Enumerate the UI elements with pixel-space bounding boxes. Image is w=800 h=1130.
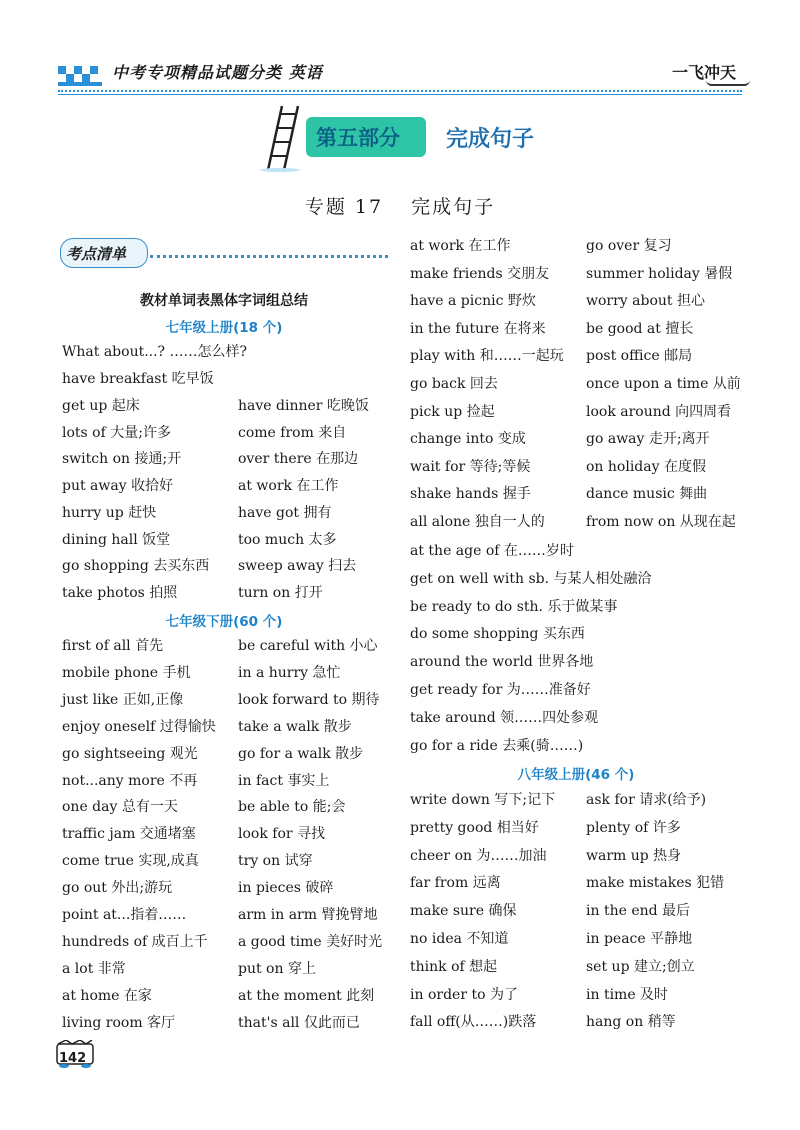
phrase-item: ask for 请求(给予): [586, 792, 707, 808]
phrase-item: turn on 打开: [238, 584, 323, 601]
phrase-item: try on 试穿: [238, 853, 313, 870]
phrase-item: switch on 接通;开: [62, 451, 182, 468]
phrase-item: a good time 美好时光: [238, 933, 383, 950]
phrase-item: worry about 担心: [586, 293, 705, 310]
phrase-item: put away 收拾好: [62, 478, 174, 495]
summary-title: 教材单词表黑体字词组总结: [140, 293, 308, 309]
phrase-item: take around 领……四处参观: [410, 709, 599, 726]
phrase-item: go away 走开;离开: [586, 431, 710, 448]
phrase-item: in order to 为了: [410, 986, 518, 1003]
phrase-item: a lot 非常: [62, 960, 126, 977]
phrase-item: first of all 首先: [62, 638, 164, 654]
phrase-item: in peace 平静地: [586, 931, 693, 947]
phrase-item: go back 回去: [410, 376, 498, 392]
phrase-item: go sightseeing 观光: [62, 745, 198, 762]
topic-heading: [0, 192, 800, 219]
phrase-item: take a walk 散步: [238, 718, 352, 735]
header-title: 中考专项精品试题分类 英语: [112, 63, 323, 82]
phrase-item: in the end 最后: [586, 903, 691, 920]
section-dots: [150, 255, 388, 258]
phrase-item: in the future 在将来: [410, 320, 546, 337]
phrase-item: mobile phone 手机: [62, 664, 191, 681]
phrase-item: pretty good 相当好: [410, 819, 539, 836]
phrase-item: that's all 仅此而已: [238, 1014, 360, 1031]
phrase-item: set up 建立;创立: [586, 958, 695, 975]
phrase-item: have dinner 吃晚饭: [238, 398, 369, 414]
phrase-item: have got 拥有: [238, 504, 332, 521]
header-brand: 一飞冲天: [671, 63, 736, 82]
phrase-item: plenty of 许多: [586, 819, 681, 836]
phrase-item: get on well with sb. 与某人相处融洽: [410, 570, 652, 587]
phrase-item: lots of 大量;许多: [62, 424, 171, 441]
phrase-item: post office 邮局: [586, 348, 693, 365]
brand-swoosh-icon: [706, 80, 750, 86]
page-number: 142: [59, 1051, 87, 1066]
phrase-item: make mistakes 犯错: [586, 875, 725, 892]
phrase-item: in fact 事实上: [238, 772, 330, 789]
phrase-item: not...any more 不再: [62, 772, 198, 789]
phrase-item: shake hands 握手: [410, 486, 531, 503]
phrase-item: get up 起床: [62, 398, 140, 414]
phrase-item: in a hurry 急忙: [238, 664, 341, 681]
phrase-item: over there 在那边: [238, 451, 359, 468]
phrase-item: fall off(从……)跌落: [410, 1014, 537, 1031]
phrase-item: write down 写下;记下: [410, 792, 556, 808]
phrase-item: look forward to 期待: [238, 691, 380, 708]
phrase-item: in time 及时: [586, 986, 669, 1003]
phrase-item: at home 在家: [62, 987, 152, 1004]
part-label: 第五部分: [316, 126, 400, 150]
phrase-item: come true 实现,成真: [62, 853, 199, 870]
phrase-item: come from 来自: [238, 424, 347, 441]
phrase-item: too much 太多: [238, 531, 337, 548]
phrase-item: be ready to do sth. 乐于做某事: [410, 598, 618, 615]
phrase-item: What about...? ……怎么样?: [62, 344, 248, 360]
phrase-item: pick up 捡起: [410, 403, 495, 420]
phrase-item: hurry up 赶快: [62, 504, 157, 521]
grade-heading: 七年级上册(18 个): [165, 320, 283, 336]
phrase-item: make friends 交朋友: [410, 265, 550, 282]
phrase-item: sweep away 扫去: [238, 558, 357, 575]
phrase-item: go over 复习: [586, 238, 672, 254]
phrase-item: in pieces 破碎: [238, 880, 334, 897]
phrase-item: no idea 不知道: [410, 931, 509, 947]
phrase-item: be good at 擅长: [586, 320, 694, 337]
phrase-item: at the age of 在……岁时: [410, 543, 574, 559]
topic-title: 完成句子: [411, 196, 496, 218]
phrase-item: have a picnic 野炊: [410, 293, 536, 310]
phrase-item: change into 变成: [410, 431, 526, 448]
phrase-item: look for 寻找: [238, 826, 326, 843]
grade-heading: 八年级上册(46 个): [517, 767, 635, 783]
phrase-item: one day 总有一天: [62, 799, 178, 816]
phrase-item: warm up 热身: [586, 847, 682, 864]
phrase-item: go for a walk 散步: [238, 745, 364, 762]
phrase-item: enjoy oneself 过得愉快: [62, 718, 216, 735]
grade-heading: 七年级下册(60 个): [165, 614, 283, 630]
phrase-item: put on 穿上: [238, 960, 316, 977]
phrase-item: be careful with 小心: [238, 638, 378, 654]
phrase-item: take photos 拍照: [62, 584, 178, 601]
phrase-item: look around 向四周看: [586, 403, 732, 420]
phrase-item: point at...指着……: [62, 907, 187, 923]
phrase-item: arm in arm 臂挽臂地: [238, 907, 378, 923]
phrase-item: hang on 稍等: [586, 1014, 676, 1031]
phrase-item: go out 外出;游玩: [62, 880, 173, 897]
phrase-item: do some shopping 买东西: [410, 626, 585, 643]
phrase-item: once upon a time 从前: [586, 376, 741, 392]
phrase-item: traffic jam 交通堵塞: [62, 826, 196, 843]
phrase-item: on holiday 在度假: [586, 458, 706, 475]
phrase-item: living room 客厅: [62, 1014, 176, 1031]
phrase-item: at work 在工作: [410, 238, 511, 254]
phrase-item: around the world 世界各地: [410, 654, 594, 671]
phrase-item: all alone 独自一人的: [410, 514, 545, 530]
phrase-item: be able to 能;会: [238, 799, 346, 816]
phrase-item: summer holiday 暑假: [586, 265, 733, 282]
phrase-item: at the moment 此刻: [238, 987, 375, 1004]
phrase-item: think of 想起: [410, 958, 498, 975]
phrase-item: make sure 确保: [410, 903, 517, 920]
header-divider: [58, 90, 742, 92]
phrase-item: play with 和……一起玩: [410, 348, 564, 365]
phrase-item: at work 在工作: [238, 478, 339, 495]
header-divider-line: [58, 94, 742, 95]
phrase-item: from now on 从现在起: [586, 514, 736, 530]
header-logo-icon: [58, 62, 102, 88]
phrase-item: cheer on 为……加油: [410, 847, 547, 864]
topic-number: 专题 17: [304, 196, 384, 218]
phrase-item: hundreds of 成百上千: [62, 933, 208, 950]
phrase-item: just like 正如,正像: [62, 691, 184, 708]
phrase-item: far from 远离: [410, 875, 501, 892]
phrase-item: wait for 等待;等候: [410, 458, 531, 475]
part-title: 完成句子: [446, 127, 535, 152]
phrase-item: have breakfast 吃早饭: [62, 371, 214, 387]
phrase-item: go shopping 去买东西: [62, 558, 210, 575]
ladder-icon: [258, 104, 308, 172]
section-head: 考点清单: [66, 245, 127, 263]
phrase-item: dining hall 饭堂: [62, 531, 171, 548]
phrase-item: dance music 舞曲: [586, 486, 708, 503]
phrase-item: go for a ride 去乘(骑……): [410, 737, 584, 754]
phrase-item: get ready for 为……准备好: [410, 682, 591, 698]
